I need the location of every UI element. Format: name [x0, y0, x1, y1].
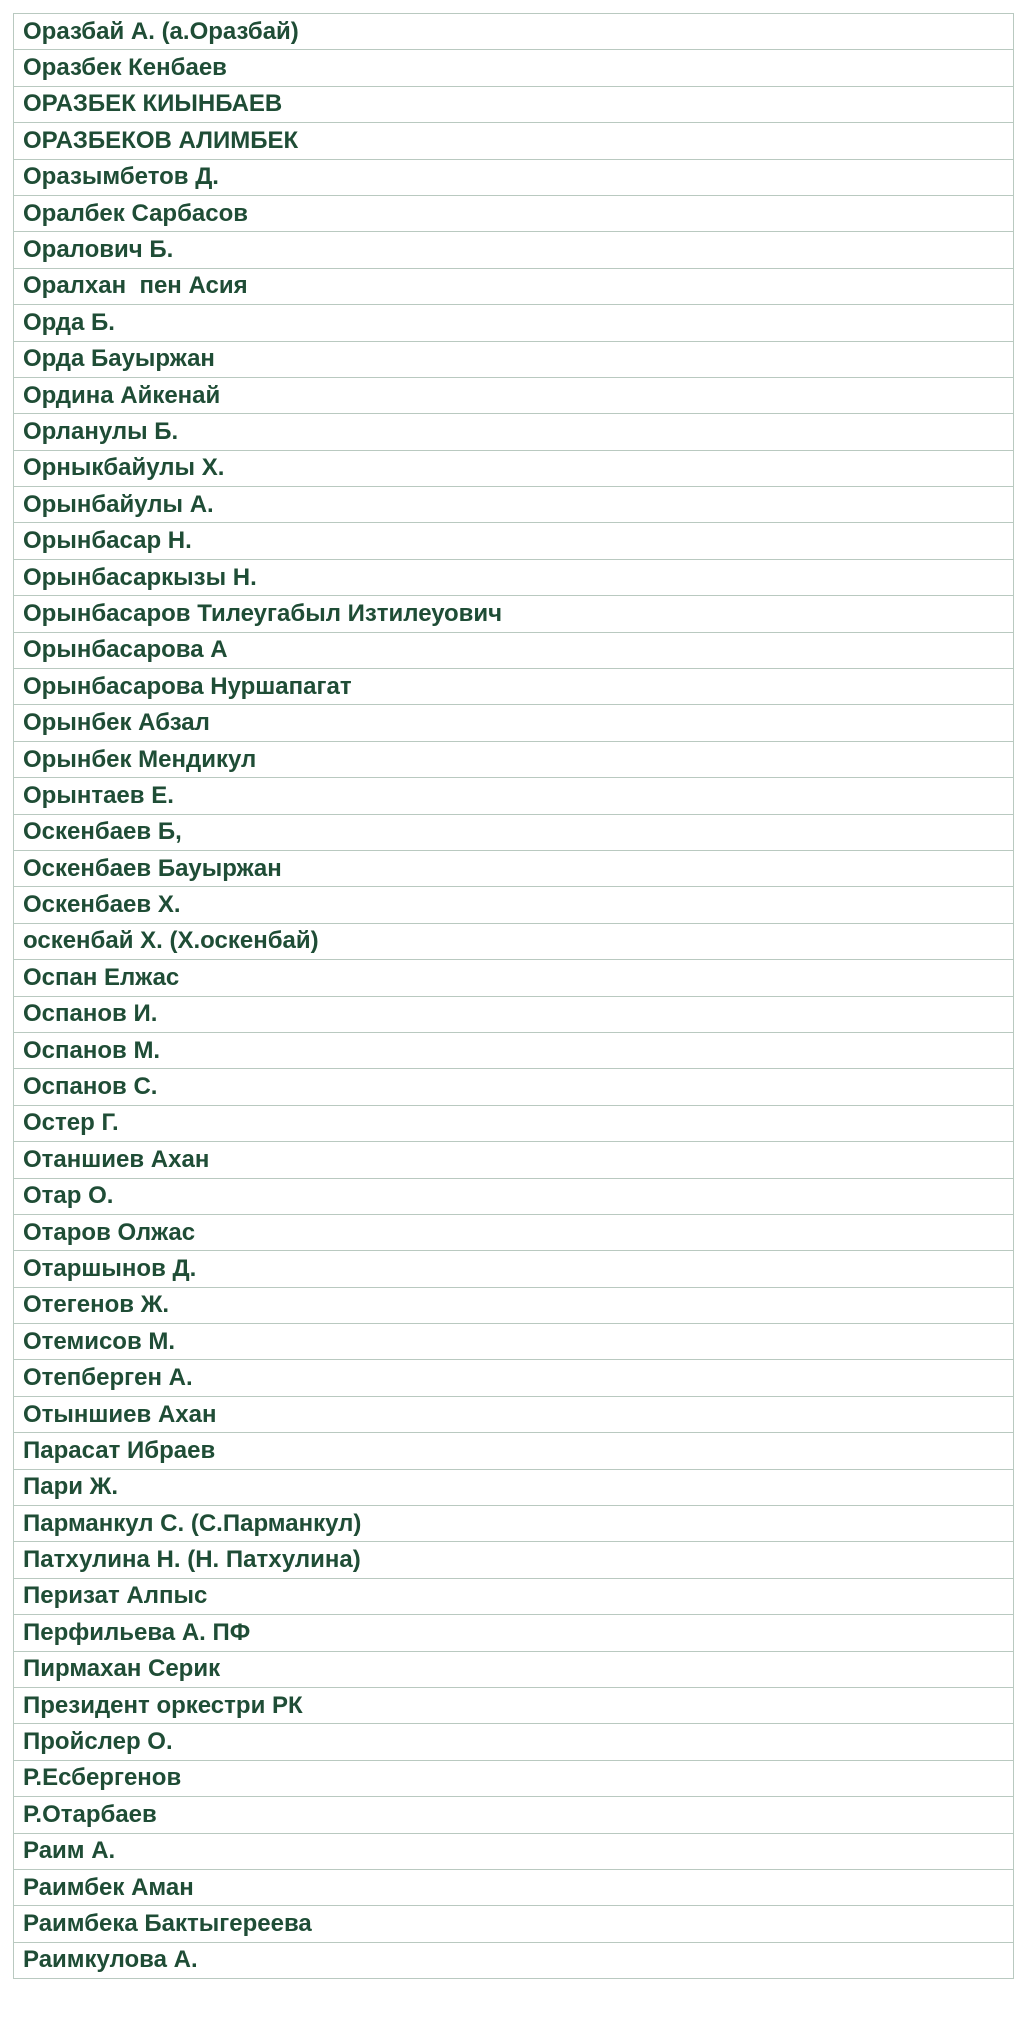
- table-row: Орынбек Абзал: [14, 705, 1013, 741]
- table-row: оскенбай Х. (Х.оскенбай): [14, 924, 1013, 960]
- table-row: Перфильева А. ПФ: [14, 1615, 1013, 1651]
- table-row: Оразбай А. (а.Оразбай): [14, 14, 1013, 50]
- table-row: Орынбасарова А: [14, 633, 1013, 669]
- table-row: Отаров Олжас: [14, 1215, 1013, 1251]
- table-row: Остер Г.: [14, 1106, 1013, 1142]
- table-row: Орынбек Мендикул: [14, 742, 1013, 778]
- table-row: Оскенбаев Б,: [14, 815, 1013, 851]
- table-row: Оралович Б.: [14, 232, 1013, 268]
- table-row: Орда Бауыржан: [14, 342, 1013, 378]
- table-row: Орныкбайулы Х.: [14, 451, 1013, 487]
- table-row: Оскенбаев Х.: [14, 887, 1013, 923]
- table-row: Отаншиев Ахан: [14, 1142, 1013, 1178]
- table-row: Отар О.: [14, 1179, 1013, 1215]
- table-row: Оразымбетов Д.: [14, 160, 1013, 196]
- name-list-table: [13, 13, 1014, 1979]
- table-row: Орынтаев Е.: [14, 778, 1013, 814]
- table-row: ОРАЗБЕК КИЫНБАЕВ: [14, 87, 1013, 123]
- table-row: Отемисов М.: [14, 1324, 1013, 1360]
- table-row: Раимбека Бактыгереева: [14, 1906, 1013, 1942]
- table-row: Пройслер О.: [14, 1724, 1013, 1760]
- table-row: Отегенов Ж.: [14, 1288, 1013, 1324]
- table-row: Пари Ж.: [14, 1470, 1013, 1506]
- table-row: Отаршынов Д.: [14, 1251, 1013, 1287]
- table-row: Р.Отарбаев: [14, 1797, 1013, 1833]
- table-row: Орда Б.: [14, 305, 1013, 341]
- table-row: Ордина Айкенай: [14, 378, 1013, 414]
- table-row: Оспанов И.: [14, 997, 1013, 1033]
- table-row: Оскенбаев Бауыржан: [14, 851, 1013, 887]
- table-row: Пирмахан Серик: [14, 1652, 1013, 1688]
- table-row: Орынбасаров Тилеугабыл Изтилеуович: [14, 596, 1013, 632]
- table-row: Орынбайулы А.: [14, 487, 1013, 523]
- table-row: Орынбасарова Нуршапагат: [14, 669, 1013, 705]
- table-row: Президент оркестри РК: [14, 1688, 1013, 1724]
- table-row: Оразбек Кенбаев: [14, 50, 1013, 86]
- table-row: Орынбасаркызы Н.: [14, 560, 1013, 596]
- table-row: Орынбасар Н.: [14, 523, 1013, 559]
- table-row: Патхулина Н. (Н. Патхулина): [14, 1542, 1013, 1578]
- table-row: Раимбек Аман: [14, 1870, 1013, 1906]
- table-row: Раимкулова А.: [14, 1943, 1013, 1979]
- table-row: Оралбек Сарбасов: [14, 196, 1013, 232]
- table-row: Оспанов С.: [14, 1069, 1013, 1105]
- table-row: Перизат Алпыс: [14, 1579, 1013, 1615]
- table-row: Раим А.: [14, 1834, 1013, 1870]
- table-row: Орланулы Б.: [14, 414, 1013, 450]
- table-row: ОРАЗБЕКОВ АЛИМБЕК: [14, 123, 1013, 159]
- table-row: Отепберген А.: [14, 1360, 1013, 1396]
- table-row: Парасат Ибраев: [14, 1433, 1013, 1469]
- table-row: Р.Есбергенов: [14, 1761, 1013, 1797]
- table-row: Парманкул С. (С.Парманкул): [14, 1506, 1013, 1542]
- table-row: Оспанов М.: [14, 1033, 1013, 1069]
- table-row: Оралхан пен Асия: [14, 269, 1013, 305]
- table-row: Отыншиев Ахан: [14, 1397, 1013, 1433]
- table-row: Оспан Елжас: [14, 960, 1013, 996]
